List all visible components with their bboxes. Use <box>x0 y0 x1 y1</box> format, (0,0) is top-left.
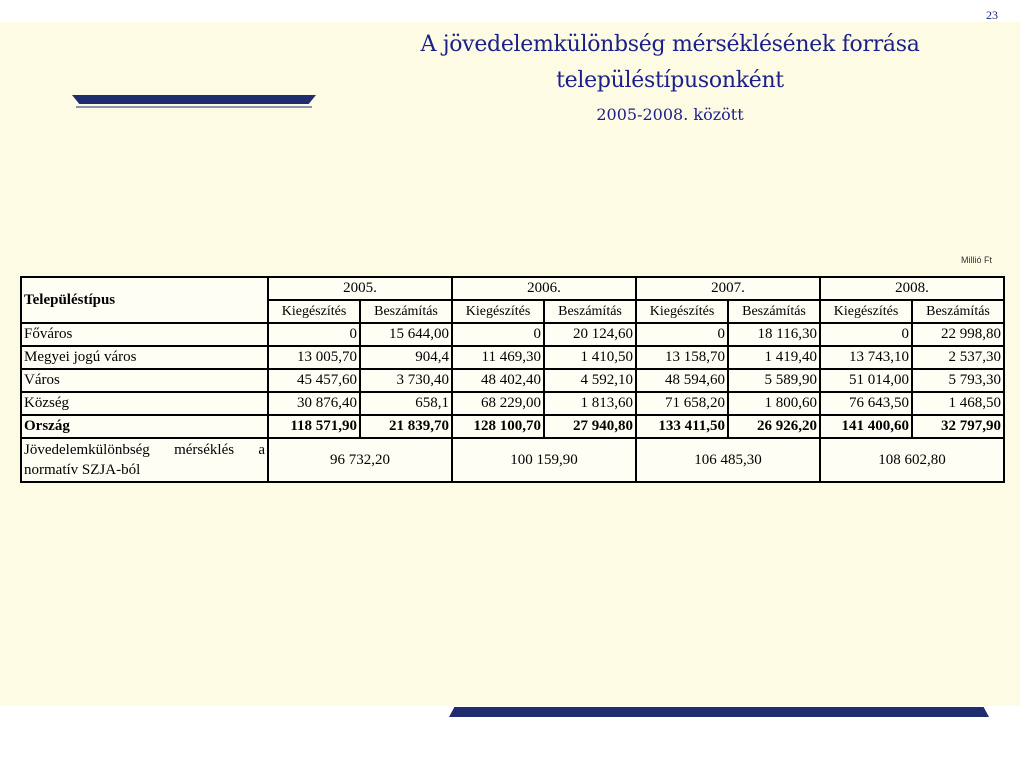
value-cell: 76 643,50 <box>820 392 912 415</box>
value-cell: 3 730,40 <box>360 369 452 392</box>
subheader-cell: Beszámítás <box>360 300 452 323</box>
data-table <box>20 276 1005 483</box>
subheader-cell: Kiegészítés <box>636 300 728 323</box>
subheader-cell: Kiegészítés <box>268 300 360 323</box>
row-label: Község <box>21 392 268 415</box>
table-row <box>21 392 1004 415</box>
value-cell: 13 158,70 <box>636 346 728 369</box>
value-cell: 20 124,60 <box>544 323 636 346</box>
value-cell: 128 100,70 <box>452 415 544 438</box>
value-cell: 13 743,10 <box>820 346 912 369</box>
value-cell: 27 940,80 <box>544 415 636 438</box>
row-label: Főváros <box>21 323 268 346</box>
value-cell: 13 005,70 <box>268 346 360 369</box>
subheader-cell: Kiegészítés <box>452 300 544 323</box>
row-label: Megyei jogú város <box>21 346 268 369</box>
title-line-2: településtípusonként <box>556 68 784 93</box>
decorative-bar-bottom <box>449 707 989 717</box>
table-row <box>21 323 1004 346</box>
value-cell: 15 644,00 <box>360 323 452 346</box>
value-cell: 48 402,40 <box>452 369 544 392</box>
slide-title <box>345 30 995 128</box>
value-cell: 1 419,40 <box>728 346 820 369</box>
subheader-cell: Beszámítás <box>912 300 1004 323</box>
subheader-cell: Kiegészítés <box>820 300 912 323</box>
row-header-cell: Településtípus <box>21 277 268 323</box>
value-cell: 45 457,60 <box>268 369 360 392</box>
value-cell: 118 571,90 <box>268 415 360 438</box>
value-cell: 2 537,30 <box>912 346 1004 369</box>
value-cell: 141 400,60 <box>820 415 912 438</box>
year-header: 2007. <box>636 277 820 300</box>
value-cell: 0 <box>636 323 728 346</box>
value-cell: 1 800,60 <box>728 392 820 415</box>
value-cell: 22 998,80 <box>912 323 1004 346</box>
decorative-bar-top <box>72 95 316 104</box>
page-number: 23 <box>986 8 998 22</box>
summary-row <box>21 438 1004 482</box>
value-cell: 51 014,00 <box>820 369 912 392</box>
decorative-bar-top-shadow <box>76 106 312 108</box>
table-row <box>21 369 1004 392</box>
value-cell: 0 <box>268 323 360 346</box>
value-cell: 0 <box>820 323 912 346</box>
value-cell: 68 229,00 <box>452 392 544 415</box>
value-cell: 11 469,30 <box>452 346 544 369</box>
summary-value-cell: 96 732,20 <box>268 438 452 482</box>
value-cell: 133 411,50 <box>636 415 728 438</box>
summary-value-cell: 100 159,90 <box>452 438 636 482</box>
row-label: Város <box>21 369 268 392</box>
value-cell: 18 116,30 <box>728 323 820 346</box>
value-cell: 1 468,50 <box>912 392 1004 415</box>
value-cell: 1 410,50 <box>544 346 636 369</box>
value-cell: 32 797,90 <box>912 415 1004 438</box>
value-cell: 5 793,30 <box>912 369 1004 392</box>
table-row <box>21 415 1004 438</box>
year-header: 2008. <box>820 277 1004 300</box>
table-body <box>21 323 1004 482</box>
value-cell: 21 839,70 <box>360 415 452 438</box>
value-cell: 71 658,20 <box>636 392 728 415</box>
value-cell: 5 589,90 <box>728 369 820 392</box>
value-cell: 0 <box>452 323 544 346</box>
table-row <box>21 346 1004 369</box>
value-cell: 48 594,60 <box>636 369 728 392</box>
summary-value-cell: 108 602,80 <box>820 438 1004 482</box>
value-cell: 904,4 <box>360 346 452 369</box>
year-header-row <box>21 277 1004 300</box>
year-header: 2006. <box>452 277 636 300</box>
value-cell: 4 592,10 <box>544 369 636 392</box>
value-cell: 1 813,60 <box>544 392 636 415</box>
value-cell: 658,1 <box>360 392 452 415</box>
row-label: Ország <box>21 415 268 438</box>
value-cell: 26 926,20 <box>728 415 820 438</box>
title-line-1: A jövedelemkülönbség mérséklésének forrása <box>420 32 920 57</box>
unit-label: Millió Ft <box>961 255 992 265</box>
value-cell: 30 876,40 <box>268 392 360 415</box>
year-header: 2005. <box>268 277 452 300</box>
title-line-3: 2005-2008. között <box>596 105 744 124</box>
subheader-cell: Beszámítás <box>728 300 820 323</box>
summary-value-cell: 106 485,30 <box>636 438 820 482</box>
subheader-cell: Beszámítás <box>544 300 636 323</box>
summary-label: Jövedelemkülönbség mérséklés a normatív SZJA-ból <box>21 438 268 482</box>
